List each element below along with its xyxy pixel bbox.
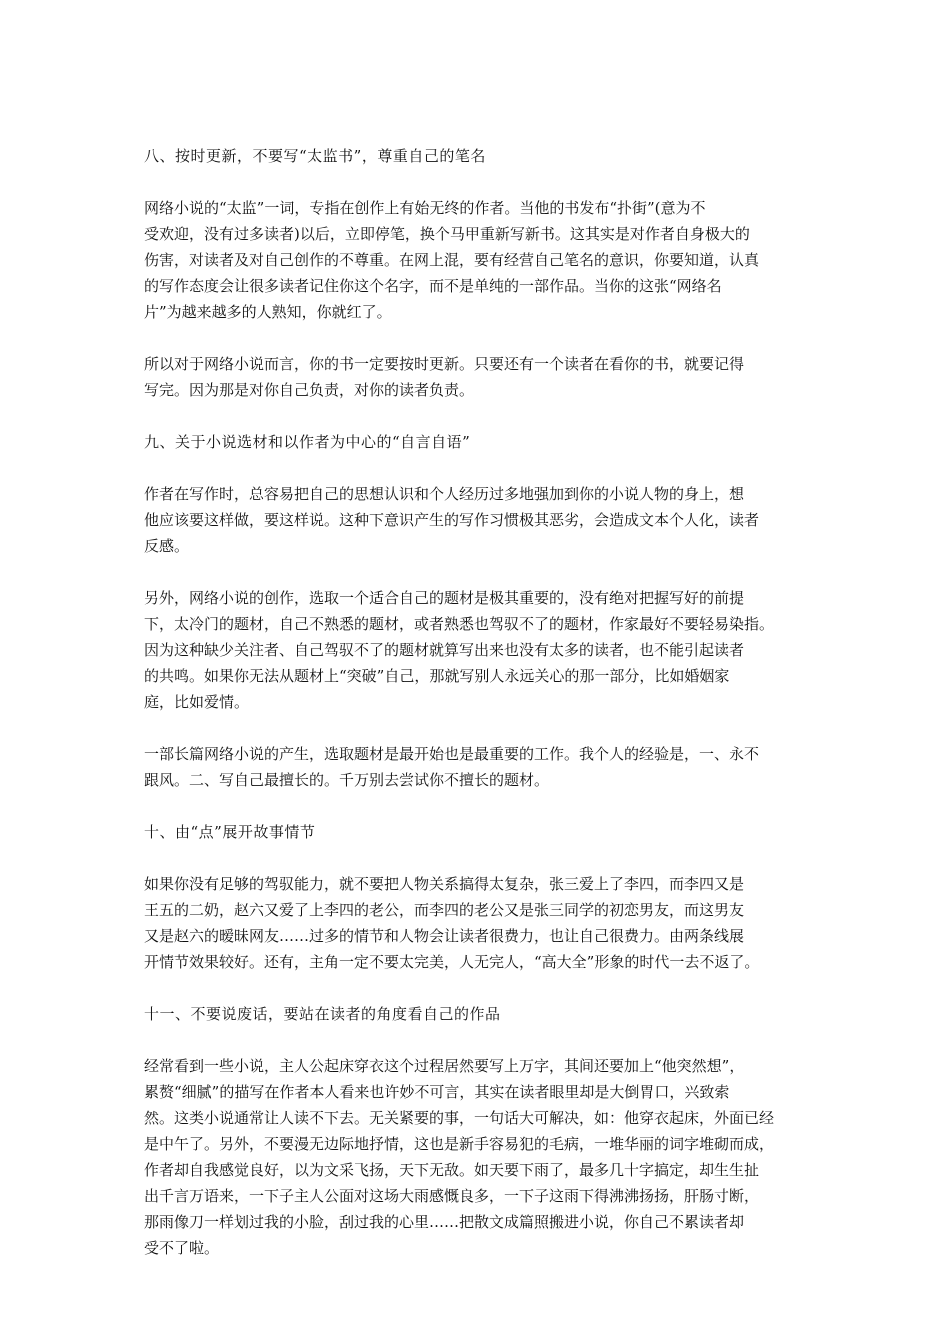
text-line: 下，太冷门的题材，自己不熟悉的题材，或者熟悉也驾驭不了的题材，作家最好不要轻易染指。	[144, 615, 775, 633]
document-page	[144, 143, 814, 1287]
section-heading: 八、按时更新，不要写“太监书”，尊重自己的笔名	[144, 147, 486, 165]
text-line: 网络小说的“太监”一词，专指在创作上有始无终的作者。当他的书发布“扑街”(意为不	[144, 199, 706, 217]
text-line: 那雨像刀一样划过我的小脸，刮过我的心里……把散文成篇照搬进小说，你自己不累读者却	[144, 1213, 745, 1231]
text-line: 然。这类小说通常让人读不下去。无关紧要的事，一句话大可解决，如：他穿衣起床，外面已经	[144, 1109, 775, 1127]
text-line: 反感。	[144, 537, 190, 555]
text-line: 又是赵六的暧昧网友……过多的情节和人物会让读者很费力，也让自己很费力。由两条线展	[144, 927, 745, 945]
text-line: 是中午了。另外，不要漫无边际地抒情，这也是新手容易犯的毛病，一堆华丽的词字堆砌而成，	[144, 1135, 775, 1153]
paragraph	[144, 351, 814, 403]
text-line: 受欢迎，没有过多读者)以后，立即停笔，换个马甲重新写新书。这其实是对作者自身极大的	[144, 225, 750, 243]
section-9	[144, 429, 814, 793]
text-line: 他应该要这样做，要这样说。这种下意识产生的写作习惯极其恶劣，会造成文本个人化，读者	[144, 511, 760, 529]
paragraph	[144, 481, 814, 559]
section-heading: 十一、不要说废话，要站在读者的角度看自己的作品	[144, 1005, 501, 1023]
text-line: 如果你没有足够的驾驭能力，就不要把人物关系搞得太复杂，张三爱上了李四，而李四又是	[144, 875, 745, 893]
text-line: 作者在写作时，总容易把自己的思想认识和个人经历过多地强加到你的小说人物的身上，想	[144, 485, 745, 503]
paragraph	[144, 871, 814, 975]
text-line: 累赘“细腻”的描写在作者本人看来也许妙不可言，其实在读者眼里却是大倒胃口，兴致索	[144, 1083, 730, 1101]
text-line: 出千言万语来，一下子主人公面对这场大雨感慨良多，一下子这雨下得沸沸扬扬，肝肠寸断，	[144, 1187, 760, 1205]
text-line: 开情节效果较好。还有，主角一定不要太完美，人无完人，“高大全”形象的时代一去不返了。	[144, 953, 760, 971]
text-line: 跟风。二、写自己最擅长的。千万别去尝试你不擅长的题材。	[144, 771, 550, 789]
text-line: 经常看到一些小说，主人公起床穿衣这个过程居然要写上万字，其间还要加上“他突然想”，	[144, 1057, 745, 1075]
text-line: 一部长篇网络小说的产生，选取题材是最开始也是最重要的工作。我个人的经验是，一、永不	[144, 745, 760, 763]
text-line: 另外，网络小说的创作，选取一个适合自己的题材是极其重要的，没有绝对把握写好的前提	[144, 589, 745, 607]
text-line: 作者却自我感觉良好，以为文采飞扬，天下无敌。如天要下雨了，最多几十字搞定，却生生扯	[144, 1161, 760, 1179]
section-heading: 九、关于小说选材和以作者为中心的“自言自语”	[144, 433, 471, 451]
text-line: 受不了啦。	[144, 1239, 220, 1257]
section-heading: 十、由“点”展开故事情节	[144, 823, 316, 841]
text-line: 写完。因为那是对你自己负责，对你的读者负责。	[144, 381, 475, 399]
section-11	[144, 1001, 814, 1261]
text-line: 的共鸣。如果你无法从题材上“突破”自己，那就写别人永远关心的那一部分，比如婚姻家	[144, 667, 730, 685]
text-line: 片”为越来越多的人熟知，你就红了。	[144, 303, 392, 321]
text-line: 所以对于网络小说而言，你的书一定要按时更新。只要还有一个读者在看你的书，就要记得	[144, 355, 745, 373]
text-line: 的写作态度会让很多读者记住你这个名字，而不是单纯的一部作品。当你的这张“网络名	[144, 277, 722, 295]
text-line: 伤害，对读者及对自己创作的不尊重。在网上混，要有经营自己笔名的意识，你要知道，认真	[144, 251, 760, 269]
paragraph	[144, 195, 814, 325]
paragraph	[144, 1053, 814, 1261]
section-8	[144, 143, 814, 403]
paragraph	[144, 585, 814, 715]
text-line: 庭，比如爱情。	[144, 693, 250, 711]
paragraph	[144, 741, 814, 793]
text-line: 因为这种缺少关注者、自己驾驭不了的题材就算写出来也没有太多的读者，也不能引起读者	[144, 641, 745, 659]
text-line: 王五的二奶，赵六又爱了上李四的老公，而李四的老公又是张三同学的初恋男友，而这男友	[144, 901, 745, 919]
section-10	[144, 819, 814, 975]
